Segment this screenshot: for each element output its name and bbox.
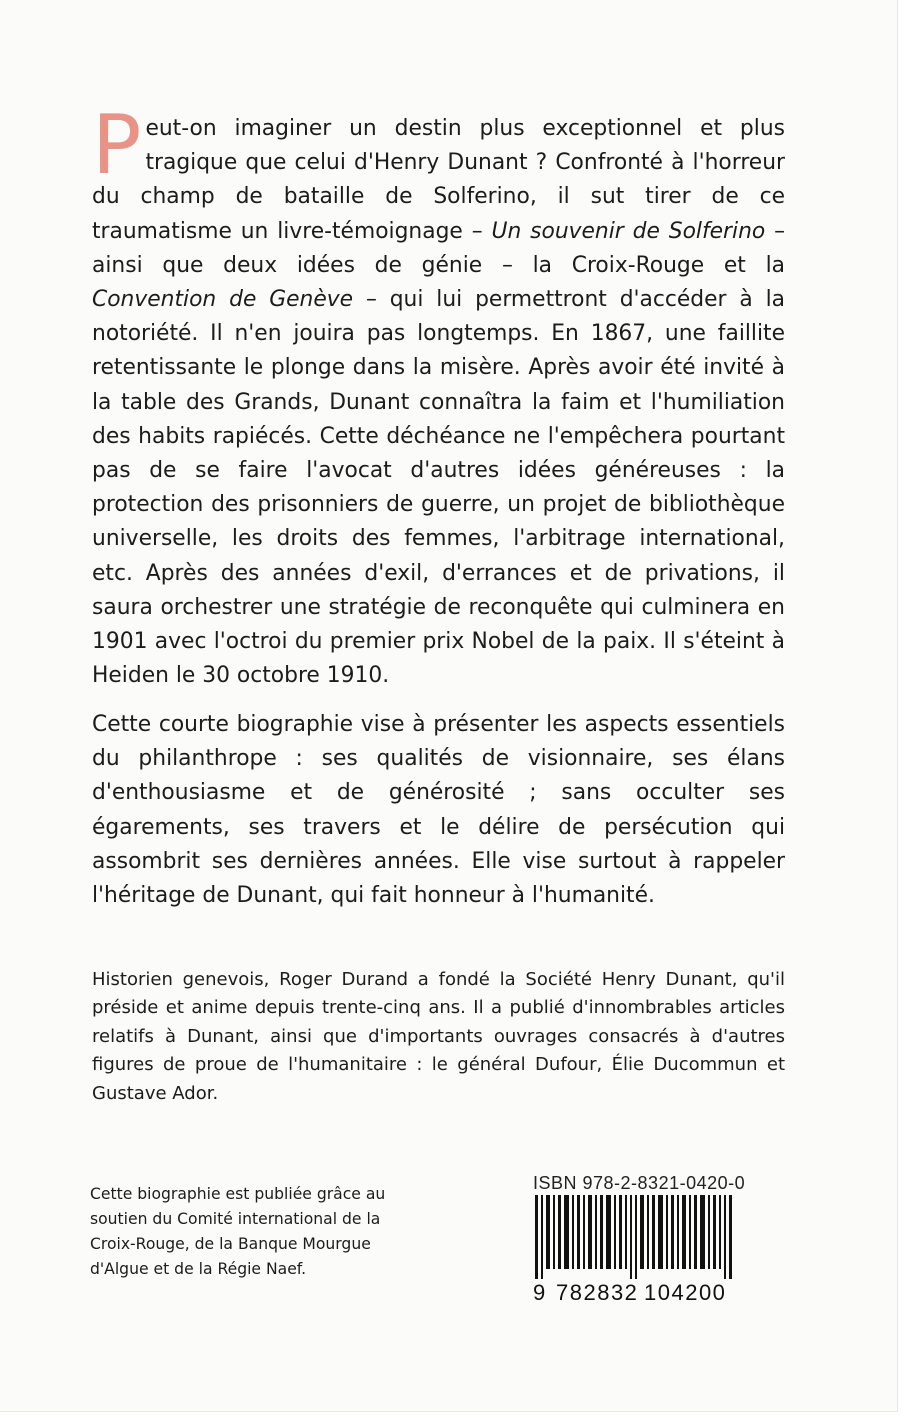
sponsor-note: Cette biographie est publiée grâce au soutien du Comité international de la Croix-Rouge, de la Banque Mourgue d'Algue et de la Régie Naef.	[90, 1185, 386, 1278]
barcode	[533, 1195, 745, 1279]
drop-cap-letter: P	[92, 98, 142, 193]
isbn-label: ISBN 978-2-8321-0420-0	[533, 1173, 746, 1193]
author-bio-paragraph: Historien genevois, Roger Durand a fondé la Société Henry Dunant, qu'il préside et anime depuis trente-cinq ans. Il a publié d'innombrables articles relatifs à Dunant, ainsi que d'importants ouvrages consacrés à d'autres figures de proue de l'humanitaire : le général Dufour, Élie Ducommun et Gustave Ador.	[92, 969, 785, 1104]
barcode-digit-first: 9	[533, 1280, 546, 1305]
book-title-souvenir: Un souvenir de Solferino	[491, 218, 766, 244]
barcode-digits	[533, 1280, 743, 1308]
summary-paragraph	[92, 98, 786, 693]
summary-text-start: eut-on imaginer un destin plus exceptionnel et plus tragique que celui d'Henry Dunant ? Confronté à l'horreur du champ de bataille de Solferino, il sut tirer de ce traumatisme un livre-témoignage –	[92, 116, 785, 244]
convention-title: Convention de Genève	[92, 287, 354, 313]
barcode-digits-left: 782832	[556, 1280, 639, 1305]
summary-text-end: – qui lui permettront d'accéder à la notoriété. Il n'en jouira pas longtemps. En 1867, une faillite retentissante le plonge dans la misère. Après avoir été invité à la table des Grands, Dunant connaîtra la faim et l'humiliation des habits rapiécés. Cette déchéance ne l'empêchera pourtant pas de se faire l'avocat d'autres idées généreuses : la protection des prisonniers de guerre, un projet de bibliothèque universelle, les droits des femmes, l'arbitrage international, etc. Après des années d'exil, d'errances et de privations, il saura orchestrer une stratégie de reconquête qui culminera en 1901 avec l'octroi du premier prix Nobel de la paix. Il s'éteint à Heiden le 30 octobre 1910.	[92, 287, 786, 689]
purpose-paragraph: Cette courte biographie vise à présenter les aspects essentiels du philanthrope : ses qualités de visionnaire, ses élans d'enthousiasme et de générosité ; sans occulter ses égarements, ses travers et le délire de persécution qui assombrit ses dernières années. Elle vise surtout à rappeler l'héritage de Dunant, qui fait honneur à l'humanité.	[92, 712, 785, 909]
summary-text-middle: – ainsi que deux idées de génie – la Croix-Rouge et la	[92, 218, 786, 278]
barcode-digits-right: 104200	[644, 1280, 727, 1305]
